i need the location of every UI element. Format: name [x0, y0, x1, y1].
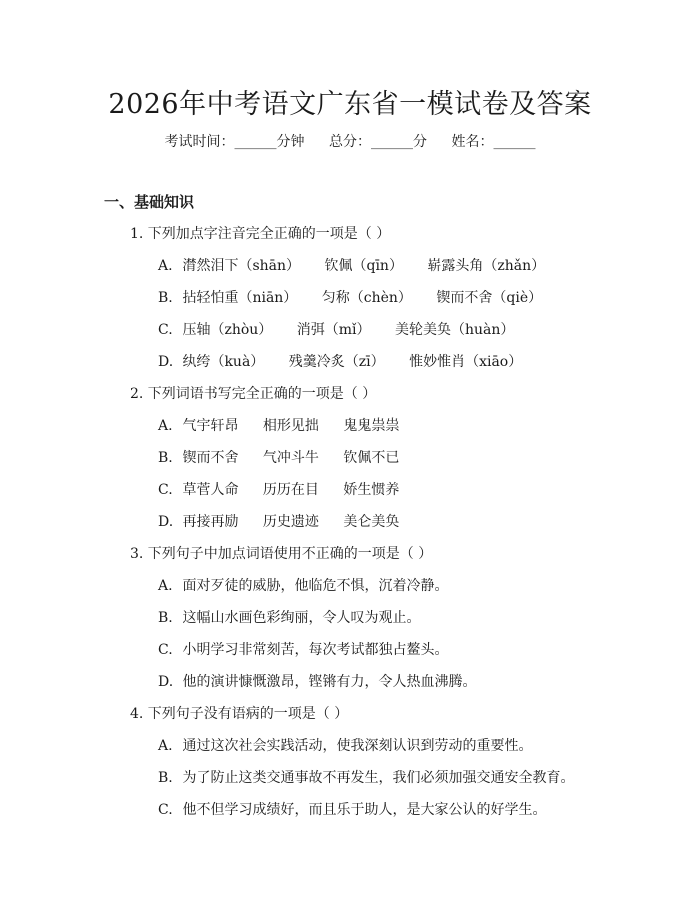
option-row — [158, 447, 419, 467]
total-score-field: 总分：______分 — [329, 134, 427, 150]
option-letter: D. — [158, 514, 174, 530]
option-word: 匀称（chèn） — [321, 290, 412, 306]
option-row — [158, 511, 419, 531]
option-word: 锲而不舍（qiè） — [436, 290, 543, 306]
option-row — [158, 735, 532, 755]
option-text: 小明学习非常刻苦，每次考试都独占鳌头。 — [182, 642, 449, 658]
option-text: 他不但学习成绩好，而且乐于助人，是大家公认的好学生。 — [182, 802, 547, 818]
option-letter: C. — [158, 482, 173, 498]
option-row — [158, 767, 574, 787]
option-word: 鬼鬼祟祟 — [343, 418, 400, 434]
option-word: 崭露头角（zhǎn） — [427, 258, 546, 274]
option-letter: C. — [158, 802, 173, 818]
option-letter: B. — [158, 450, 173, 466]
option-word: 相形见拙 — [262, 418, 319, 434]
option-word: 历史遗迹 — [262, 514, 319, 530]
option-text: 面对歹徒的威胁，他临危不惧，沉着冷静。 — [182, 578, 449, 594]
question-stem: 3. 下列句子中加点词语使用不正确的一项是（ ） — [130, 546, 433, 562]
option-row — [158, 607, 420, 627]
option-word: 潸然泪下（shān） — [182, 258, 301, 274]
option-row — [158, 351, 542, 371]
option-letter: A. — [158, 258, 173, 274]
option-letter: C. — [158, 322, 173, 338]
option-word: 压轴（zhòu） — [182, 322, 273, 338]
option-text: 通过这次社会实践活动，使我深刻认识到劳动的重要性。 — [182, 738, 533, 754]
option-letter: A. — [158, 418, 173, 434]
option-word: 气冲斗牛 — [262, 450, 319, 466]
option-letter: A. — [158, 578, 173, 594]
option-letter: B. — [158, 290, 173, 306]
option-word: 气宇轩昂 — [182, 418, 239, 434]
option-word: 拈轻怕重（niān） — [182, 290, 298, 306]
section-heading: 一、基础知识 — [104, 193, 195, 211]
option-row — [158, 287, 562, 307]
option-word: 消弭（mǐ） — [296, 322, 371, 338]
option-row — [158, 799, 546, 819]
page-title: 2026年中考语文广东省一模试卷及答案 — [108, 89, 592, 120]
student-name-field: 姓名：______ — [451, 134, 536, 150]
option-word: 钦佩（qīn） — [324, 258, 403, 274]
option-letter: B. — [158, 770, 173, 786]
option-word: 纨绔（kuà） — [182, 354, 265, 370]
option-word: 草菅人命 — [182, 482, 239, 498]
option-word: 美仑美奂 — [343, 514, 400, 530]
option-text: 为了防止这类交通事故不再发生，我们必须加强交通安全教育。 — [182, 770, 575, 786]
question-stem: 1. 下列加点字注音完全正确的一项是（ ） — [130, 226, 391, 242]
option-word: 娇生惯养 — [343, 482, 400, 498]
option-row — [158, 639, 448, 659]
option-row — [158, 255, 565, 275]
option-row — [158, 671, 476, 691]
option-word: 锲而不舍 — [182, 450, 239, 466]
option-letter: B. — [158, 610, 173, 626]
option-word: 再接再励 — [182, 514, 239, 530]
option-letter: C. — [158, 642, 173, 658]
option-row — [158, 319, 534, 339]
option-row — [158, 479, 419, 499]
option-word: 美轮美奂（huàn） — [394, 322, 515, 338]
question-stem: 2. 下列词语书写完全正确的一项是（ ） — [130, 386, 377, 402]
option-letter: A. — [158, 738, 173, 754]
option-word: 钦佩不已 — [343, 450, 400, 466]
option-word: 惟妙惟肖（xiāo） — [409, 354, 523, 370]
option-letter: D. — [158, 674, 174, 690]
option-word: 历历在目 — [262, 482, 319, 498]
exam-time-field: 考试时间：______分钟 — [164, 134, 305, 150]
option-word: 残羹冷炙（zī） — [288, 354, 385, 370]
option-text: 他的演讲慷慨激昂，铿锵有力，令人热血沸腾。 — [182, 674, 477, 690]
option-row — [158, 415, 419, 435]
option-row — [158, 575, 448, 595]
option-text: 这幅山水画色彩绚丽，令人叹为观止。 — [182, 610, 421, 626]
option-letter: D. — [158, 354, 174, 370]
exam-info-row — [0, 131, 700, 151]
question-stem: 4. 下列句子没有语病的一项是（ ） — [130, 706, 349, 722]
